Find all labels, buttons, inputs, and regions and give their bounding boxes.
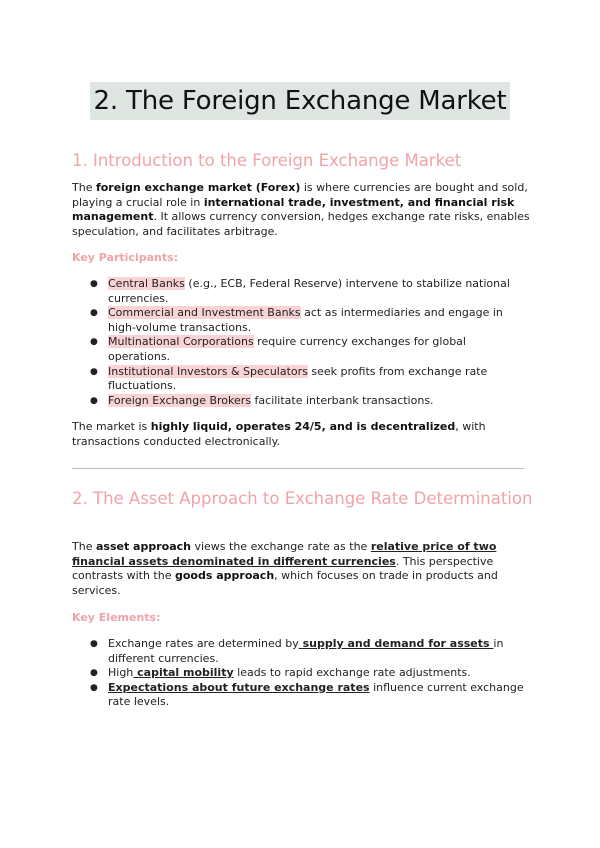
bold-term: goods approach	[174, 569, 275, 583]
list-item-text: (e.g., ECB, Federal Reserve) intervene to stabilize national currencies.	[108, 277, 510, 305]
text: , which focuses on trade in products and services.	[72, 569, 498, 597]
section1-heading: 1. Introduction to the Foreign Exchange Market	[72, 151, 462, 170]
list-item	[90, 394, 530, 409]
text: . It allows currency conversion, hedges exchange rate risks, enables speculation, and facilitates arbitrage.	[72, 210, 530, 238]
key-participants-heading: Key Participants:	[72, 251, 179, 264]
text: . This perspective contrasts with the	[72, 554, 494, 583]
section1-intro-paragraph	[72, 181, 532, 239]
list-item-text: act as intermediaries and engage in high-volume transactions.	[108, 306, 503, 334]
underlined-term: relative price of two financial assets denominated in different currencies	[72, 540, 497, 568]
highlighted-term: Central Banks	[108, 277, 185, 290]
highlighted-term: Institutional Investors & Speculators	[108, 364, 308, 378]
list-item	[90, 637, 530, 666]
text: The	[72, 540, 96, 553]
list-item-text: facilitate interbank transactions.	[251, 393, 434, 407]
key-elements-heading: Key Elements:	[72, 611, 161, 624]
list-item-text: in different currencies.	[108, 637, 504, 665]
list-item	[90, 306, 530, 335]
list-item	[90, 277, 530, 306]
bold-term: highly liquid, operates 24/5, and is decentralized	[150, 420, 456, 433]
bullet-icon: ●	[90, 668, 98, 679]
list-item-text: Exchange rates are determined by	[108, 637, 299, 650]
list-item-text: High	[108, 666, 134, 680]
section2-heading: 2. The Asset Approach to Exchange Rate Determination	[72, 489, 533, 508]
highlighted-term: Foreign Exchange Brokers	[108, 393, 252, 407]
bullet-icon: ●	[90, 337, 98, 348]
list-item-text: leads to rapid exchange rate adjustments.	[233, 666, 471, 680]
bullet-icon: ●	[90, 682, 98, 693]
underlined-term: Expectations about future exchange rates	[108, 680, 370, 694]
participants-list	[90, 277, 530, 408]
underlined-term: supply and demand for assets	[298, 637, 494, 650]
underlined-term: capital mobility	[133, 666, 234, 680]
list-item-text: influence current exchange rate levels.	[108, 680, 524, 709]
elements-list	[90, 637, 530, 710]
bold-term: international trade, investment, and financial risk management	[72, 195, 515, 224]
page-title: 2. The Foreign Exchange Market	[90, 82, 511, 120]
list-item	[90, 365, 530, 394]
text: views the exchange rate as the	[190, 540, 371, 553]
text: , with transactions conducted electronically.	[72, 420, 486, 448]
list-item-text: require currency exchanges for global operations.	[108, 335, 466, 363]
highlighted-term: Commercial and Investment Banks	[108, 306, 301, 320]
list-item	[90, 335, 530, 364]
highlighted-term: Multinational Corporations	[108, 335, 254, 349]
bullet-icon: ●	[90, 308, 98, 319]
list-item	[90, 681, 530, 710]
bullet-icon: ●	[90, 395, 98, 406]
list-item	[90, 666, 530, 681]
bullet-icon: ●	[90, 279, 98, 289]
list-item-text: seek profits from exchange rate fluctuations.	[108, 364, 488, 393]
section2-intro-paragraph	[72, 540, 532, 598]
bullet-icon: ●	[90, 639, 98, 649]
section1-closing-paragraph	[72, 420, 532, 449]
bold-term: foreign exchange market (Forex)	[95, 181, 301, 194]
text: is where currencies are bought and sold, playing a crucial role in	[72, 181, 528, 209]
horizontal-divider	[72, 468, 524, 469]
text: The market is	[72, 420, 151, 433]
bold-term: asset approach	[95, 540, 191, 553]
title-wrapper	[0, 82, 600, 120]
text: The	[72, 181, 96, 194]
bullet-icon: ●	[90, 366, 98, 377]
